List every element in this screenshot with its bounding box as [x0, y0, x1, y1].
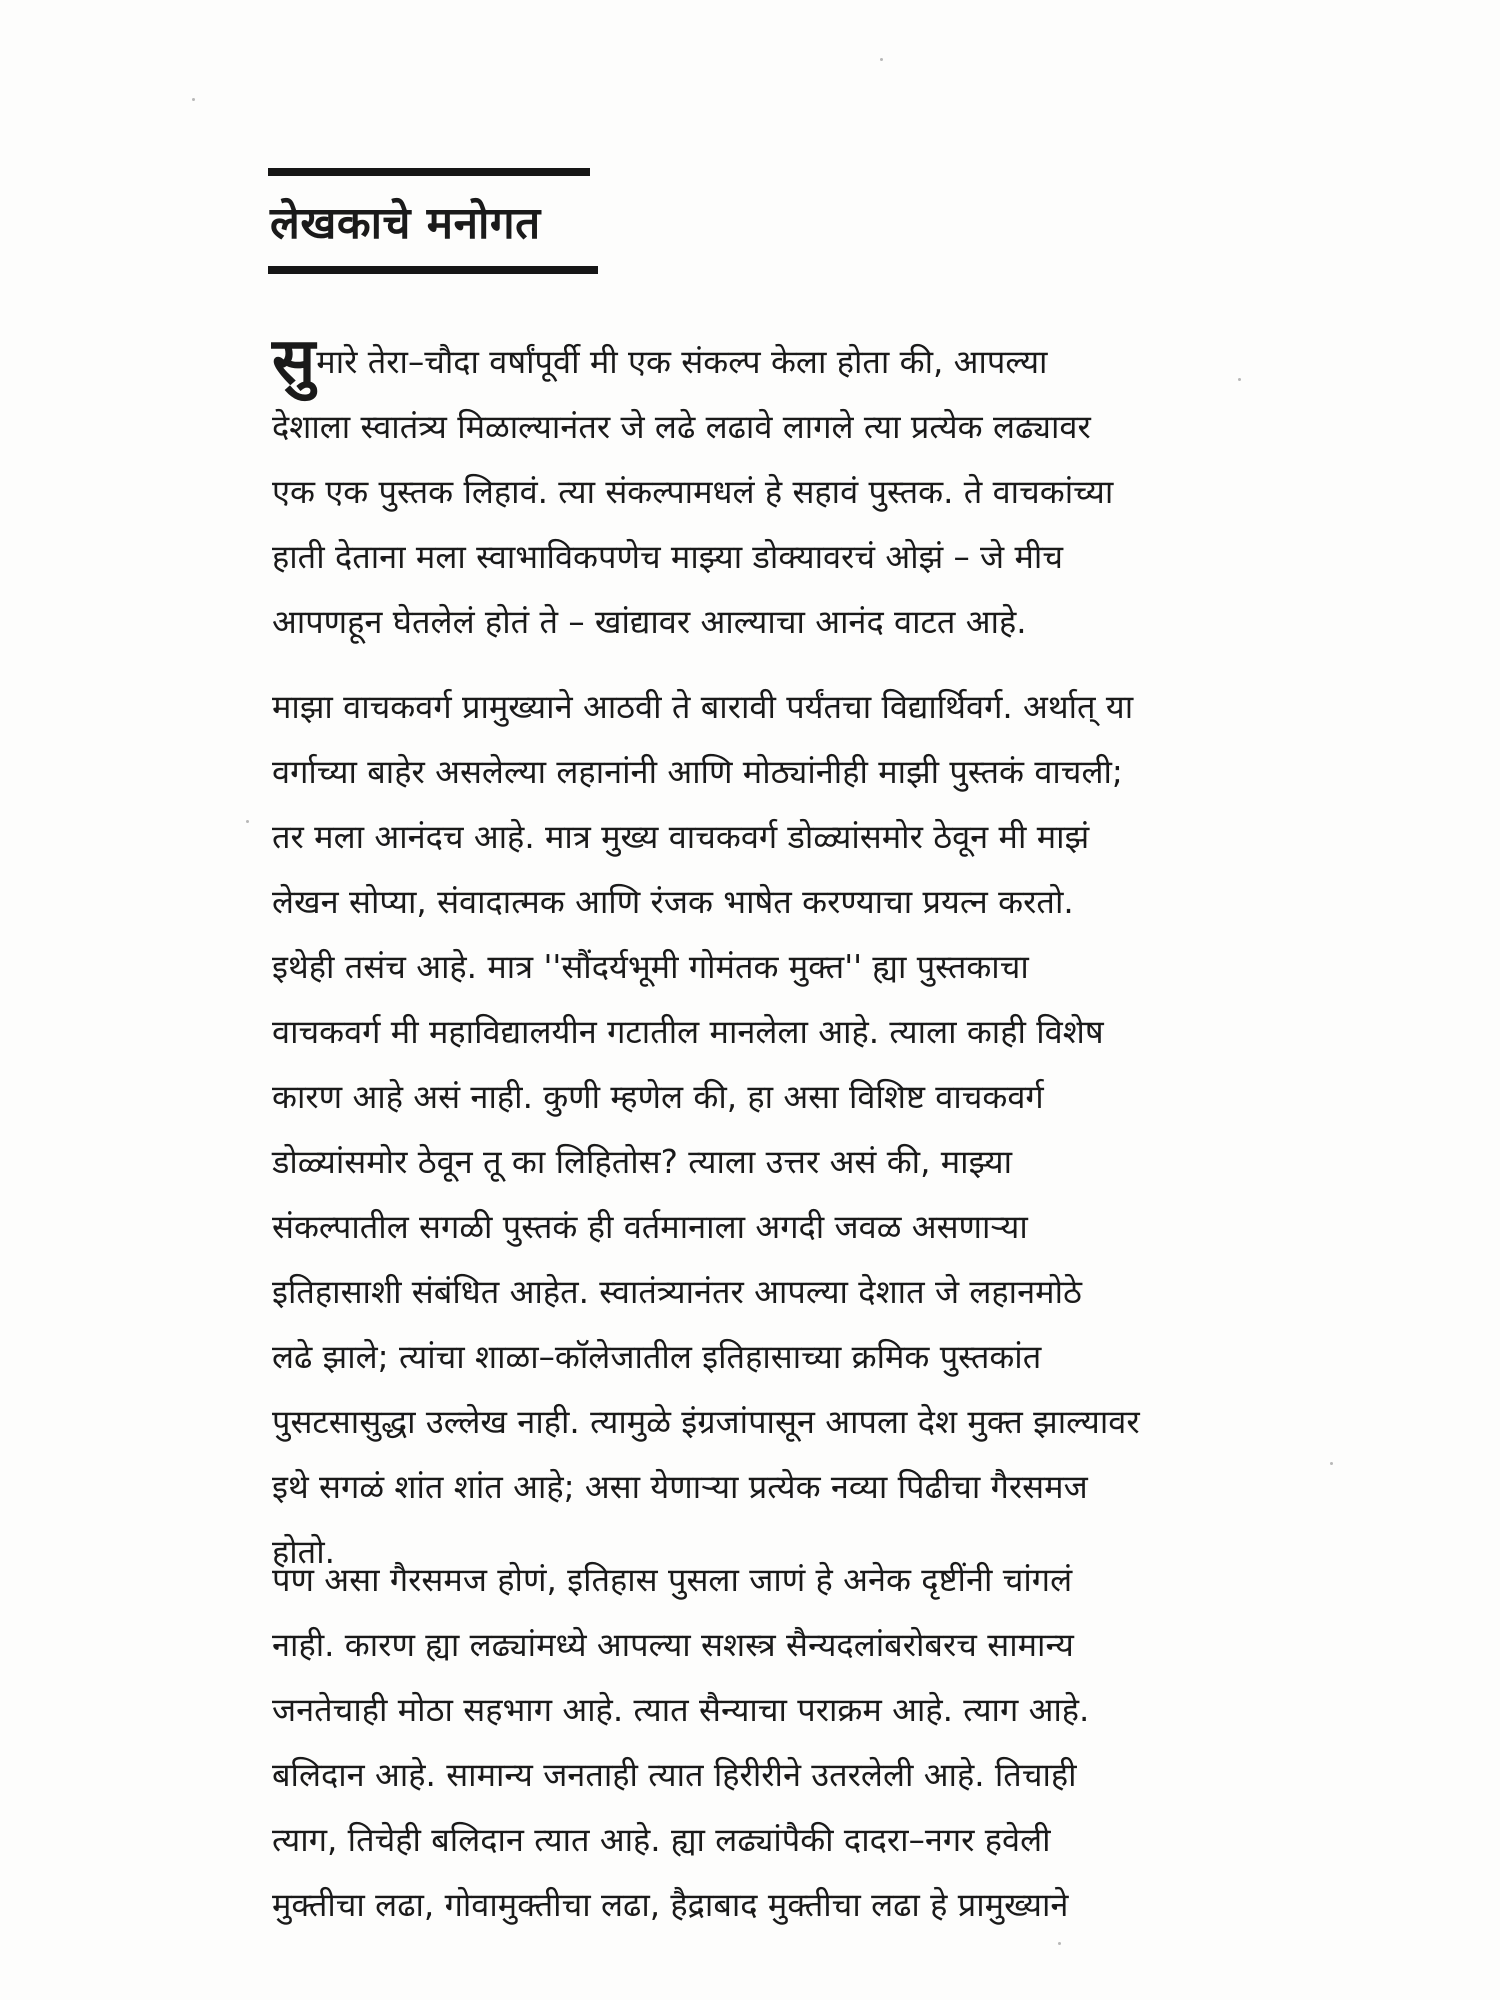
paragraph-line: वाचकवर्ग मी महाविद्यालयीन गटातील मानलेला आहे. त्याला काही विशेष	[272, 1013, 1104, 1051]
paragraph-line: पुसटसासुद्धा उल्लेख नाही. त्यामुळे इंग्रजांपासून आपला देश मुक्त झाल्यावर	[272, 1403, 1140, 1441]
paragraph-1	[272, 325, 1114, 655]
paragraph-line: होतो.	[272, 1533, 335, 1571]
paragraph-2	[272, 675, 1140, 1585]
paragraph-line: वर्गाच्या बाहेर असलेल्या लहानांनी आणि मोठ्यांनीही माझी पुस्तकं वाचली;	[272, 753, 1123, 791]
paragraph-line: आपणहून घेतलेलं होतं ते – खांद्यावर आल्याचा आनंद वाटत आहे.	[272, 603, 1027, 641]
paragraph-line: कारण आहे असं नाही. कुणी म्हणेल की, हा असा विशिष्ट वाचकवर्ग	[272, 1078, 1044, 1116]
paragraph-line: इतिहासाशी संबंधित आहेत. स्वातंत्र्यानंतर आपल्या देशात जे लहानमोठे	[272, 1273, 1082, 1311]
paper-speck	[880, 58, 883, 61]
paragraph-line: संकल्पातील सगळी पुस्तकं ही वर्तमानाला अगदी जवळ असणाऱ्या	[272, 1208, 1028, 1246]
paragraph-line: मुक्तीचा लढा, गोवामुक्तीचा लढा, हैद्राबाद मुक्तीचा लढा हे प्रामुख्याने	[272, 1886, 1069, 1924]
paragraph-line: देशाला स्वातंत्र्य मिळाल्यानंतर जे लढे लढावे लागले त्या प्रत्येक लढ्यावर	[272, 408, 1091, 446]
paper-speck	[1058, 1942, 1061, 1945]
paragraph-line: पण असा गैरसमज होणं, इतिहास पुसला जाणं हे अनेक दृष्टींनी चांगलं	[272, 1561, 1073, 1599]
paragraph-line	[272, 325, 1113, 399]
paragraph-line: इथेही तसंच आहे. मात्र ''सौंदर्यभूमी गोमंतक मुक्त'' ह्या पुस्तकाचा	[272, 948, 1029, 986]
paragraph-line: त्याग, तिचेही बलिदान त्यात आहे. ह्या लढ्यांपैकी दादरा–नगर हवेली	[272, 1821, 1051, 1859]
line-text: मारे तेरा–चौदा वर्षांपूर्वी मी एक संकल्प केला होता की, आपल्या	[316, 343, 1048, 381]
paragraph-line: माझा वाचकवर्ग प्रामुख्याने आठवी ते बारावी पर्यंतचा विद्यार्थिवर्ग. अर्थात् या	[272, 688, 1134, 726]
heading-bottom-rule	[268, 266, 598, 274]
heading-top-rule	[268, 168, 590, 176]
paragraph-line: एक एक पुस्तक लिहावं. त्या संकल्पामधलं हे सहावं पुस्तक. ते वाचकांच्या	[272, 473, 1114, 511]
paragraph-3	[272, 1548, 1089, 1938]
page-heading: लेखकाचे मनोगत	[270, 198, 541, 249]
paragraph-line: नाही. कारण ह्या लढ्यांमध्ये आपल्या सशस्त्र सैन्यदलांबरोबरच सामान्य	[272, 1626, 1074, 1664]
paragraph-line: लेखन सोप्या, संवादात्मक आणि रंजक भाषेत करण्याचा प्रयत्न करतो.	[272, 883, 1074, 921]
paragraph-line: लढे झाले; त्यांचा शाळा–कॉलेजातील इतिहासाच्या क्रमिक पुस्तकांत	[272, 1338, 1042, 1376]
paper-speck	[1330, 1462, 1333, 1465]
paper-speck	[192, 98, 195, 101]
paragraph-line: इथे सगळं शांत शांत आहे; असा येणाऱ्या प्रत्येक नव्या पिढीचा गैरसमज	[272, 1468, 1088, 1506]
paragraph-line: बलिदान आहे. सामान्य जनताही त्यात हिरीरीने उतरलेली आहे. तिचाही	[272, 1756, 1077, 1794]
paragraph-line: हाती देताना मला स्वाभाविकपणेच माझ्या डोक्यावरचं ओझं – जे मीच	[272, 538, 1063, 576]
paragraph-line: जनतेचाही मोठा सहभाग आहे. त्यात सैन्याचा पराक्रम आहे. त्याग आहे.	[272, 1691, 1090, 1729]
paragraph-line: तर मला आनंदच आहे. मात्र मुख्य वाचकवर्ग डोळ्यांसमोर ठेवून मी माझं	[272, 818, 1090, 856]
paragraph-line: डोळ्यांसमोर ठेवून तू का लिहितोस? त्याला उत्तर असं की, माझ्या	[272, 1143, 1013, 1181]
drop-cap: सु	[272, 325, 316, 399]
paper-speck	[1238, 378, 1241, 381]
paper-speck	[246, 820, 249, 823]
